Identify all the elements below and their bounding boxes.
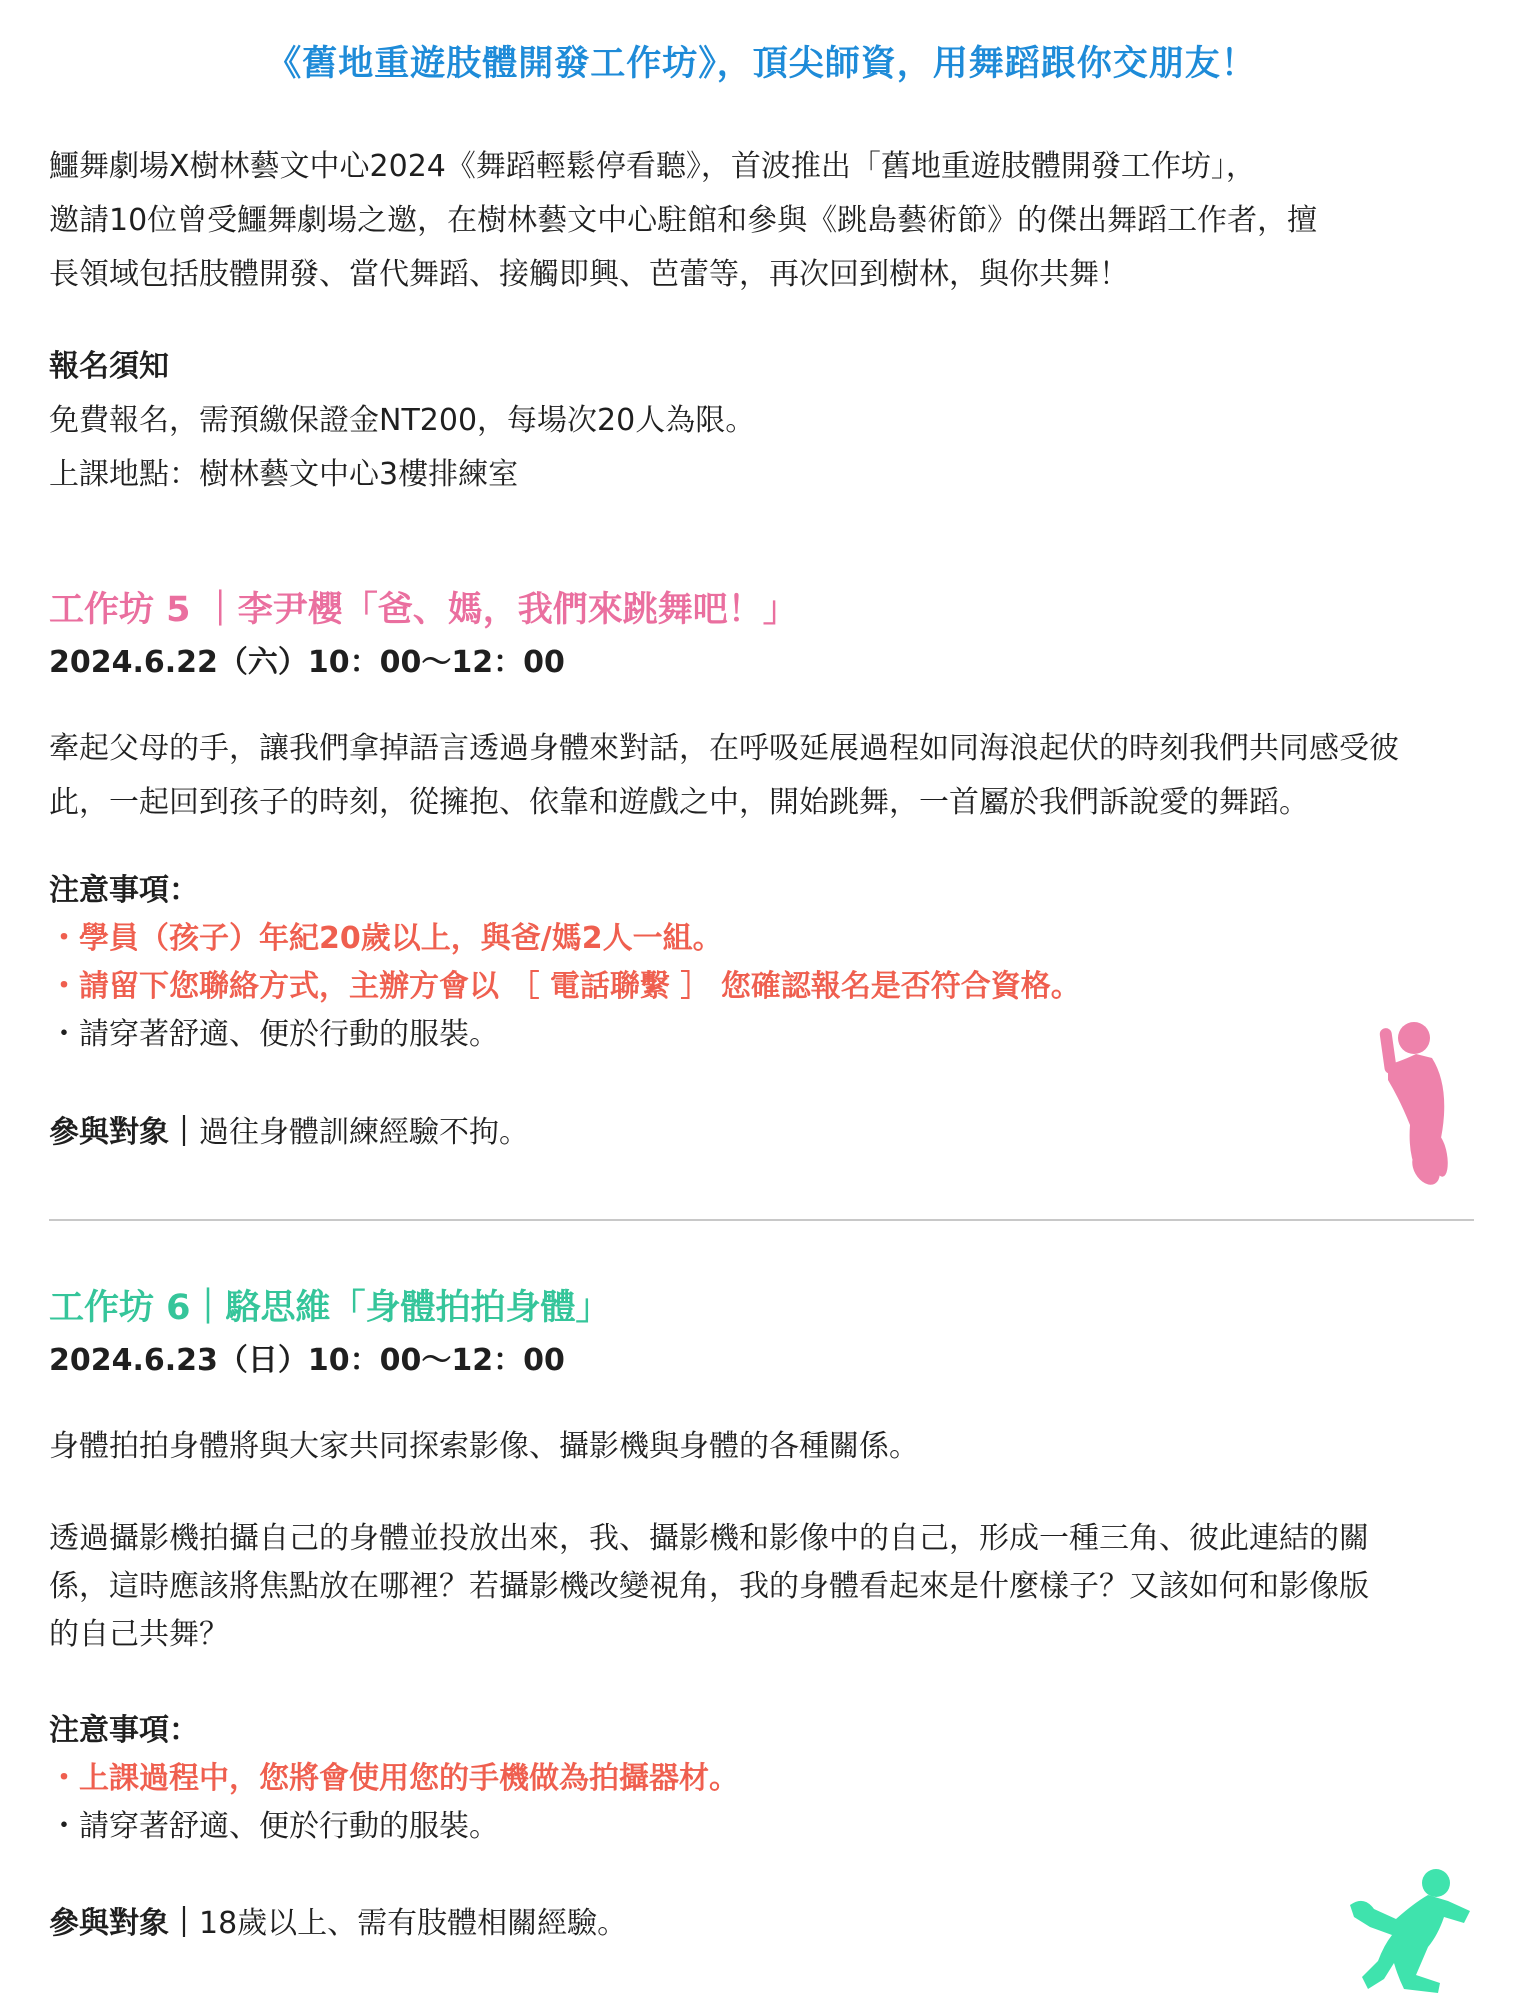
workshop6-audience bbox=[49, 1898, 627, 1942]
description-line: 身體拍拍身體將與大家共同探索影像、攝影機與身體的各種關係。 bbox=[49, 1429, 919, 1464]
note-item: ・請留下您聯絡方式，主辦方會以 ［ 電話聯繫 ］ 您確認報名是否符合資格。 bbox=[49, 969, 1081, 1004]
registration-heading: 報名須知 bbox=[49, 349, 169, 384]
workshop5-description bbox=[49, 722, 1474, 830]
audience-label: 參與對象｜ bbox=[49, 1906, 199, 1941]
workshop6-title: 工作坊 6｜駱思維「身體拍拍身體」 bbox=[49, 1288, 611, 1328]
note-item: ・上課過程中，您將會使用您的手機做為拍攝器材。 bbox=[49, 1761, 739, 1796]
workshop6-description-1 bbox=[49, 1420, 1474, 1474]
registration-section bbox=[49, 340, 1474, 502]
description-line: 的自己共舞？ bbox=[49, 1617, 229, 1652]
workshop5-title: 工作坊 5 ｜李尹櫻「爸、媽，我們來跳舞吧！」 bbox=[49, 590, 798, 630]
page-title: 《舊地重遊肢體開發工作坊》，頂尖師資，用舞蹈跟你交朋友！ bbox=[266, 44, 1257, 84]
notes-heading: 注意事項： bbox=[49, 873, 199, 908]
section-divider bbox=[49, 1219, 1474, 1221]
description-line: 係，這時應該將焦點放在哪裡？若攝影機改變視角，我的身體看起來是什麼樣子？又該如何和影像版 bbox=[49, 1569, 1369, 1604]
audience-value: 18歲以上、需有肢體相關經驗。 bbox=[199, 1906, 628, 1941]
audience-value: 過往身體訓練經驗不拘。 bbox=[199, 1115, 529, 1150]
intro-line: 邀請10位曾受鱷舞劇場之邀，在樹林藝文中心駐館和參與《跳島藝術節》的傑出舞蹈工作者，擅 bbox=[49, 203, 1318, 238]
description-line: 此，一起回到孩子的時刻，從擁抱、依靠和遊戲之中，開始跳舞，一首屬於我們訴說愛的舞蹈。 bbox=[49, 785, 1309, 820]
intro-line: 鱷舞劇場X樹林藝文中心2024《舞蹈輕鬆停看聽》，首波推出「舊地重遊肢體開發工作坊」， bbox=[49, 149, 1256, 184]
workshop5-audience bbox=[49, 1107, 529, 1151]
audience-label: 參與對象｜ bbox=[49, 1115, 199, 1150]
workshop6-description-2 bbox=[49, 1515, 1474, 1659]
workshop5-notes bbox=[49, 867, 1081, 1059]
description-line: 牽起父母的手，讓我們拿掉語言透過身體來對話，在呼吸延展過程如同海浪起伏的時刻我們共同感受彼 bbox=[49, 731, 1399, 766]
pink-dancer-icon bbox=[1374, 1020, 1484, 1185]
green-jumper-icon bbox=[1344, 1865, 1474, 1995]
workshop6-date: 2024.6.23（日）10：00～12：00 bbox=[49, 1343, 565, 1378]
note-item: ・請穿著舒適、便於行動的服裝。 bbox=[49, 1809, 499, 1844]
notes-heading: 注意事項： bbox=[49, 1713, 199, 1748]
registration-fee: 免費報名，需預繳保證金NT200，每場次20人為限。 bbox=[49, 403, 756, 438]
workshop5-date: 2024.6.22（六）10：00～12：00 bbox=[49, 645, 565, 680]
note-item: ・請穿著舒適、便於行動的服裝。 bbox=[49, 1017, 499, 1052]
intro-line: 長領域包括肢體開發、當代舞蹈、接觸即興、芭蕾等，再次回到樹林，與你共舞！ bbox=[49, 257, 1129, 292]
workshop6-notes bbox=[49, 1707, 739, 1851]
intro-paragraph bbox=[49, 140, 1474, 302]
registration-location: 上課地點：樹林藝文中心3樓排練室 bbox=[49, 457, 519, 492]
note-item: ・學員（孩子）年紀20歲以上，與爸/媽2人一組。 bbox=[49, 921, 723, 956]
description-line: 透過攝影機拍攝自己的身體並投放出來，我、攝影機和影像中的自己，形成一種三角、彼此連結的關 bbox=[49, 1521, 1369, 1556]
